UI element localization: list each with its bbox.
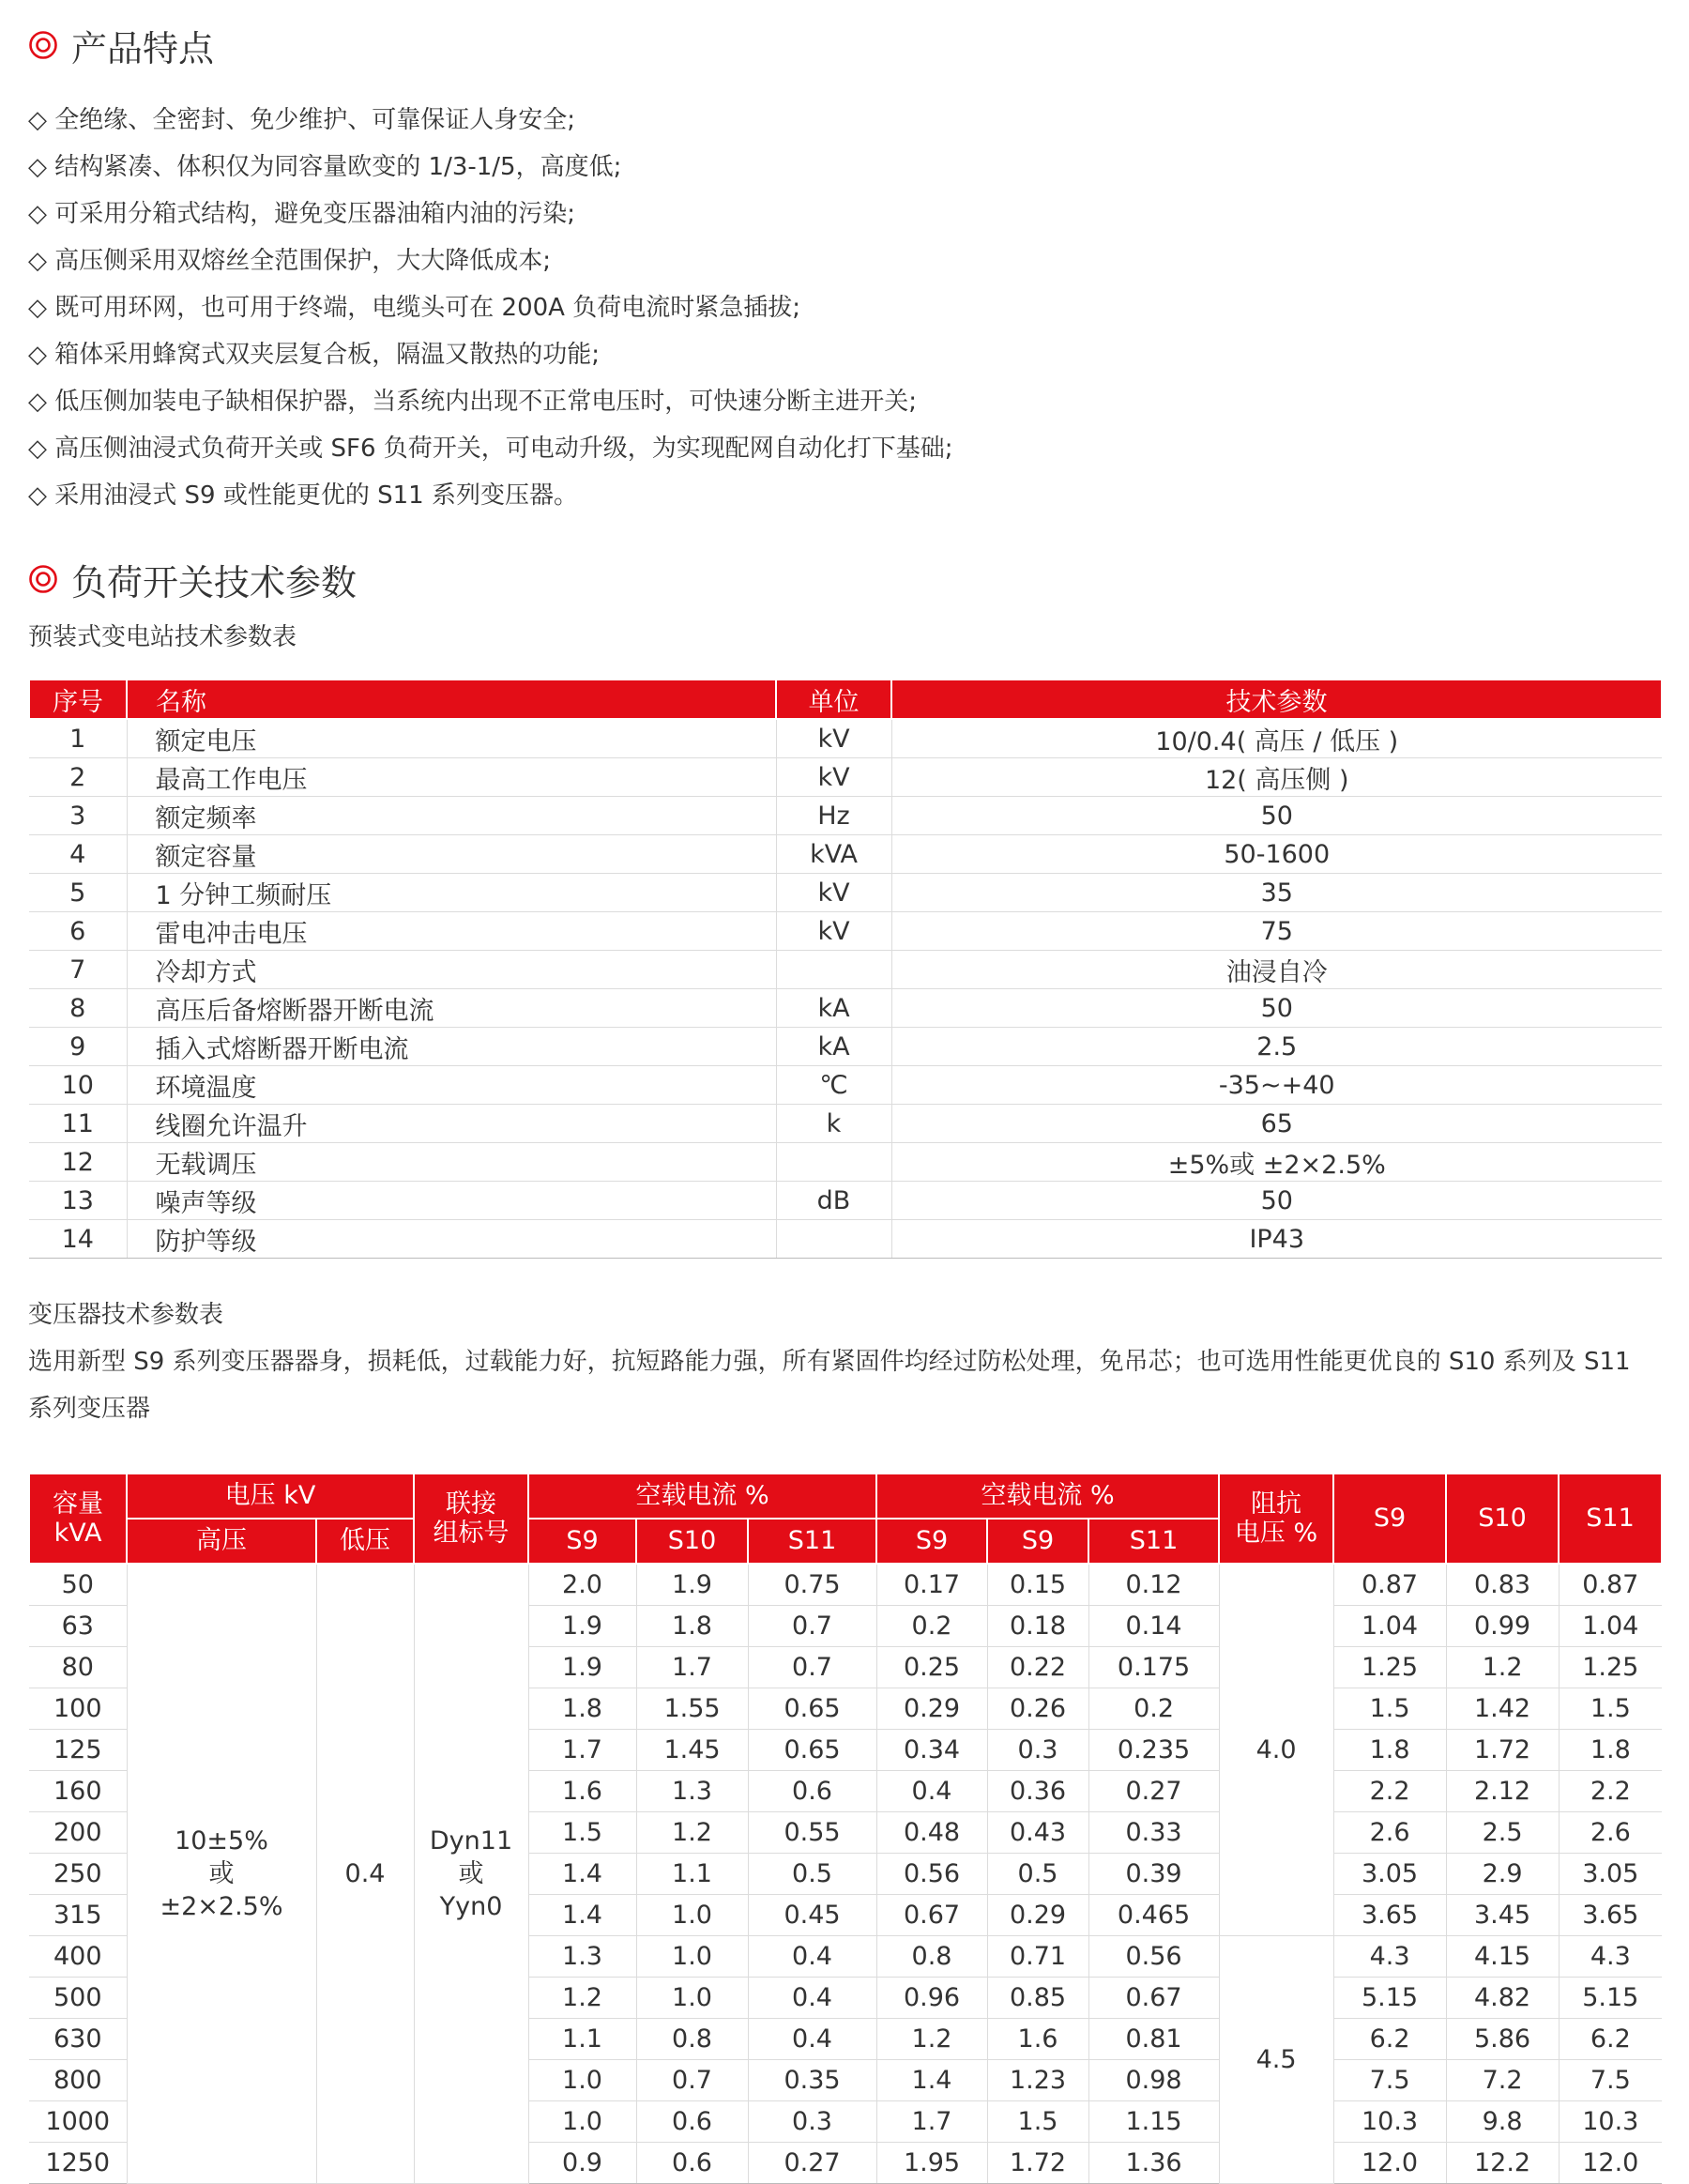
cell-index: 2 [29,758,127,797]
cell-capacity: 315 [29,1895,127,1936]
merged-cell-line: 0.4 [344,1858,386,1888]
table-row [29,951,1662,989]
cell-noload-s10: 1.3 [636,1771,748,1812]
header-line: 阻抗 [1251,1489,1302,1519]
cell-noload2-s9b: 0.15 [987,1564,1088,1606]
cell-name: 防护等级 [127,1220,776,1259]
params-table-body [29,719,1662,1259]
cell-s11: 2.6 [1559,1812,1662,1854]
cell-noload-s10: 0.7 [636,2060,748,2101]
column-header-s11: S11 [1559,1474,1662,1564]
cell-capacity: 200 [29,1812,127,1854]
cell-noload-s11: 0.45 [748,1895,876,1936]
cell-connection [414,1564,528,2184]
cell-noload2-s11: 0.14 [1088,1606,1219,1647]
cell-index: 6 [29,912,127,951]
transformer-section-title: 变压器技术参数表 [28,1301,224,1329]
cell-noload-s9: 2.0 [528,1564,636,1606]
feature-item: ◇ 可采用分箱式结构，避免变压器油箱内油的污染; [28,200,576,228]
cell-noload-s10: 1.7 [636,1647,748,1688]
cell-noload2-s11: 0.2 [1088,1688,1219,1730]
cell-noload-s10: 1.0 [636,1978,748,2019]
cell-value: 75 [891,912,1662,951]
cell-s11: 10.3 [1559,2101,1662,2143]
double-circle-icon [28,564,58,594]
cell-noload-s10: 1.8 [636,1606,748,1647]
cell-noload-s9: 1.0 [528,2101,636,2143]
column-header-s10: S10 [1446,1474,1559,1564]
column-header-capacity [29,1474,127,1564]
feature-item: ◇ 全绝缘、全密封、免少维护、可靠保证人身安全; [28,106,576,134]
cell-s11: 3.05 [1559,1854,1662,1895]
cell-noload-s9: 1.8 [528,1688,636,1730]
cell-capacity: 630 [29,2019,127,2060]
feature-item: ◇ 高压侧油浸式负荷开关或 SF6 负荷开关，可电动升级，为实现配网自动化打下基础; [28,435,953,463]
cell-impedance [1219,1564,1333,1936]
double-circle-icon [28,30,58,60]
table-header-row [29,680,1662,719]
section-title-features [28,22,214,69]
table-row [29,1182,1662,1220]
cell-s10: 5.86 [1446,2019,1559,2060]
merged-cell-line: 或 [458,1858,484,1888]
cell-noload2-s9b: 1.72 [987,2143,1088,2184]
cell-s9: 1.8 [1333,1730,1446,1771]
cell-capacity: 63 [29,1606,127,1647]
cell-noload2-s9: 1.7 [876,2101,987,2143]
cell-unit: kV [776,874,891,912]
column-header-s9: S9 [1333,1474,1446,1564]
cell-name: 无载调压 [127,1143,776,1182]
cell-unit: Hz [776,797,891,835]
table-row [29,874,1662,912]
cell-noload2-s11: 0.235 [1088,1730,1219,1771]
header-line: 电压 % [1234,1519,1318,1548]
cell-index: 1 [29,719,127,758]
cell-noload-s9: 1.3 [528,1936,636,1978]
column-header-low: 低压 [316,1519,414,1564]
feature-item: ◇ 高压侧采用双熔丝全范围保护，大大降低成本; [28,247,552,275]
column-header-name: 名称 [127,680,776,719]
cell-index: 14 [29,1220,127,1259]
cell-s10: 12.2 [1446,2143,1559,2184]
table-row [29,797,1662,835]
cell-noload2-s9: 1.4 [876,2060,987,2101]
cell-unit: kV [776,758,891,797]
cell-unit: kV [776,719,891,758]
cell-noload-s9: 0.9 [528,2143,636,2184]
table-row [29,1028,1662,1066]
cell-index: 10 [29,1066,127,1105]
column-header-voltage: 电压 kV [127,1474,414,1519]
cell-unit: kA [776,1028,891,1066]
cell-noload2-s9b: 0.71 [987,1936,1088,1978]
cell-noload2-s11: 0.67 [1088,1978,1219,2019]
params-table-caption: 预装式变电站技术参数表 [28,623,297,651]
cell-noload2-s9: 0.29 [876,1688,987,1730]
cell-noload-s10: 1.45 [636,1730,748,1771]
cell-s9: 3.05 [1333,1854,1446,1895]
cell-name: 环境温度 [127,1066,776,1105]
cell-value: 油浸自冷 [891,951,1662,989]
transformer-table [28,1473,1663,2184]
cell-s10: 0.83 [1446,1564,1559,1606]
cell-s9: 7.5 [1333,2060,1446,2101]
cell-s11: 12.0 [1559,2143,1662,2184]
cell-noload-s10: 1.0 [636,1936,748,1978]
cell-noload-s10: 1.2 [636,1812,748,1854]
cell-noload-s11: 0.3 [748,2101,876,2143]
table-row [29,1066,1662,1105]
cell-s9: 4.3 [1333,1936,1446,1978]
cell-noload2-s9b: 1.5 [987,2101,1088,2143]
cell-noload2-s11: 0.81 [1088,2019,1219,2060]
cell-s9: 1.5 [1333,1688,1446,1730]
cell-value: 50 [891,989,1662,1028]
cell-capacity: 250 [29,1854,127,1895]
feature-list [28,97,953,519]
cell-noload2-s9b: 0.26 [987,1688,1088,1730]
cell-s11: 5.15 [1559,1978,1662,2019]
cell-noload-s11: 0.5 [748,1854,876,1895]
merged-cell-line: 或 [208,1858,235,1888]
feature-item: ◇ 采用油浸式 S9 或性能更优的 S11 系列变压器。 [28,481,578,510]
cell-noload-s9: 1.9 [528,1606,636,1647]
cell-s10: 1.2 [1446,1647,1559,1688]
cell-noload-s11: 0.55 [748,1812,876,1854]
merged-cell-line: 4.0 [1255,1734,1297,1764]
cell-noload2-s9: 0.17 [876,1564,987,1606]
cell-unit: kV [776,912,891,951]
cell-noload2-s9: 0.8 [876,1936,987,1978]
params-table [28,679,1663,1259]
cell-noload-s9: 1.4 [528,1895,636,1936]
cell-index: 9 [29,1028,127,1066]
cell-s10: 4.82 [1446,1978,1559,2019]
cell-s11: 1.5 [1559,1688,1662,1730]
cell-s11: 1.8 [1559,1730,1662,1771]
section-title-params [28,556,357,603]
cell-noload2-s11: 0.12 [1088,1564,1219,1606]
section-title-text: 产品特点 [71,27,215,69]
cell-noload-s11: 0.4 [748,2019,876,2060]
cell-noload-s11: 0.65 [748,1688,876,1730]
table-row [29,1220,1662,1259]
merged-cell-line: 4.5 [1255,2044,1297,2074]
cell-capacity: 400 [29,1936,127,1978]
cell-value: 50 [891,1182,1662,1220]
header-line: kVA [53,1519,102,1548]
cell-noload-s9: 1.0 [528,2060,636,2101]
cell-s11: 2.2 [1559,1771,1662,1812]
cell-name: 1 分钟工频耐压 [127,874,776,912]
cell-index: 7 [29,951,127,989]
header-line: 组标号 [433,1519,510,1548]
column-header-noload-current-a: 空载电流 % [528,1474,876,1519]
cell-capacity: 80 [29,1647,127,1688]
cell-noload-s10: 1.9 [636,1564,748,1606]
cell-s9: 1.25 [1333,1647,1446,1688]
cell-s9: 2.6 [1333,1812,1446,1854]
cell-noload2-s9: 1.95 [876,2143,987,2184]
cell-s10: 2.5 [1446,1812,1559,1854]
cell-unit: ℃ [776,1066,891,1105]
cell-unit: kVA [776,835,891,874]
cell-noload-s10: 0.8 [636,2019,748,2060]
cell-noload-s10: 1.55 [636,1688,748,1730]
cell-s9: 0.87 [1333,1564,1446,1606]
cell-noload2-s9b: 1.6 [987,2019,1088,2060]
cell-value: 50 [891,797,1662,835]
cell-noload2-s9: 0.2 [876,1606,987,1647]
cell-name: 雷电冲击电压 [127,912,776,951]
cell-value: 10/0.4( 高压 / 低压 ) [891,719,1662,758]
table-row [29,1564,1662,1606]
cell-noload-s9: 1.5 [528,1812,636,1854]
cell-noload2-s9b: 0.43 [987,1812,1088,1854]
cell-noload2-s9: 0.34 [876,1730,987,1771]
cell-capacity: 800 [29,2060,127,2101]
cell-capacity: 50 [29,1564,127,1606]
cell-index: 12 [29,1143,127,1182]
column-header-connection [414,1474,528,1564]
header-line: 联接 [446,1489,497,1519]
cell-s10: 1.72 [1446,1730,1559,1771]
cell-name: 线圈允许温升 [127,1105,776,1143]
cell-noload2-s9b: 0.85 [987,1978,1088,2019]
cell-noload2-s11: 0.56 [1088,1936,1219,1978]
transformer-description: 选用新型 S9 系列变压器器身，损耗低，过载能力好，抗短路能力强，所有紧固件均经过防松处理，免吊芯；也可选用性能更优良的 S10 系列及 S11 系列变压器 [28,1348,1631,1423]
cell-capacity: 500 [29,1978,127,2019]
cell-value: 2.5 [891,1028,1662,1066]
cell-noload-s9: 1.9 [528,1647,636,1688]
cell-noload2-s9b: 1.23 [987,2060,1088,2101]
cell-s11: 0.87 [1559,1564,1662,1606]
cell-noload2-s11: 1.15 [1088,2101,1219,2143]
feature-item: ◇ 既可用环网，也可用于终端，电缆头可在 200A 负荷电流时紧急插拔; [28,294,800,322]
section-title-text: 负荷开关技术参数 [71,561,358,603]
cell-noload-s10: 0.6 [636,2143,748,2184]
cell-s10: 4.15 [1446,1936,1559,1978]
cell-name: 插入式熔断器开断电流 [127,1028,776,1066]
cell-noload2-s9: 0.67 [876,1895,987,1936]
cell-capacity: 100 [29,1688,127,1730]
cell-noload2-s11: 1.36 [1088,2143,1219,2184]
cell-noload2-s11: 0.27 [1088,1771,1219,1812]
feature-item: ◇ 低压侧加装电子缺相保护器，当系统内出现不正常电压时，可快速分断主进开关; [28,388,918,416]
cell-value: -35~+40 [891,1066,1662,1105]
column-header-noload-current-b: 空载电流 % [876,1474,1219,1519]
cell-noload-s10: 1.1 [636,1854,748,1895]
merged-cell-line: ±2×2.5% [160,1892,283,1922]
cell-noload2-s9: 0.48 [876,1812,987,1854]
cell-s9: 6.2 [1333,2019,1446,2060]
cell-capacity: 1250 [29,2143,127,2184]
cell-s11: 7.5 [1559,2060,1662,2101]
cell-value: ±5%或 ±2×2.5% [891,1143,1662,1182]
cell-unit: k [776,1105,891,1143]
cell-s10: 2.9 [1446,1854,1559,1895]
column-header-high: 高压 [127,1519,316,1564]
cell-s10: 7.2 [1446,2060,1559,2101]
cell-noload2-s11: 0.465 [1088,1895,1219,1936]
column-header-value: 技术参数 [891,680,1662,719]
cell-noload-s11: 0.35 [748,2060,876,2101]
cell-name: 冷却方式 [127,951,776,989]
cell-noload-s11: 0.7 [748,1647,876,1688]
cell-value: 65 [891,1105,1662,1143]
cell-noload-s9: 1.4 [528,1854,636,1895]
table-row [29,835,1662,874]
cell-name: 额定频率 [127,797,776,835]
cell-noload-s11: 0.75 [748,1564,876,1606]
cell-noload-s11: 0.4 [748,1936,876,1978]
cell-unit [776,1143,891,1182]
cell-name: 额定电压 [127,719,776,758]
cell-index: 8 [29,989,127,1028]
cell-s9: 12.0 [1333,2143,1446,2184]
cell-s11: 6.2 [1559,2019,1662,2060]
cell-value: 35 [891,874,1662,912]
table-header-row [29,1474,1662,1519]
column-header-s9: S9 [987,1519,1088,1564]
cell-name: 噪声等级 [127,1182,776,1220]
cell-capacity: 125 [29,1730,127,1771]
cell-capacity: 1000 [29,2101,127,2143]
cell-index: 4 [29,835,127,874]
cell-noload-s9: 1.6 [528,1771,636,1812]
cell-noload2-s9: 1.2 [876,2019,987,2060]
cell-noload2-s9: 0.4 [876,1771,987,1812]
cell-s10: 0.99 [1446,1606,1559,1647]
cell-s9: 1.04 [1333,1606,1446,1647]
cell-value: 12( 高压侧 ) [891,758,1662,797]
cell-noload-s10: 1.0 [636,1895,748,1936]
cell-s11: 1.25 [1559,1647,1662,1688]
feature-item: ◇ 结构紧凑、体积仅为同容量欧变的 1/3-1/5，高度低; [28,153,622,181]
cell-s9: 5.15 [1333,1978,1446,2019]
cell-noload2-s9b: 0.5 [987,1854,1088,1895]
column-header-impedance [1219,1474,1333,1564]
cell-index: 13 [29,1182,127,1220]
table-row [29,989,1662,1028]
cell-name: 高压后备熔断器开断电流 [127,989,776,1028]
cell-index: 5 [29,874,127,912]
cell-noload2-s9: 0.25 [876,1647,987,1688]
cell-noload-s10: 0.6 [636,2101,748,2143]
cell-noload2-s9b: 0.29 [987,1895,1088,1936]
transformer-table-body [29,1564,1662,2184]
cell-name: 最高工作电压 [127,758,776,797]
cell-unit: dB [776,1182,891,1220]
column-header-s11: S11 [748,1519,876,1564]
cell-s10: 9.8 [1446,2101,1559,2143]
column-header-s9: S9 [528,1519,636,1564]
feature-item: ◇ 箱体采用蜂窝式双夹层复合板，隔温又散热的功能; [28,341,601,369]
cell-noload2-s9: 0.56 [876,1854,987,1895]
cell-noload-s11: 0.27 [748,2143,876,2184]
cell-s10: 1.42 [1446,1688,1559,1730]
column-header-unit: 单位 [776,680,891,719]
cell-s11: 4.3 [1559,1936,1662,1978]
cell-s9: 10.3 [1333,2101,1446,2143]
cell-unit: kA [776,989,891,1028]
cell-noload-s11: 0.4 [748,1978,876,2019]
cell-noload2-s11: 0.39 [1088,1854,1219,1895]
merged-cell-line: 10±5% [175,1825,268,1856]
cell-noload-s11: 0.6 [748,1771,876,1812]
table-row [29,1143,1662,1182]
cell-noload2-s9b: 0.18 [987,1606,1088,1647]
cell-noload2-s9b: 0.22 [987,1647,1088,1688]
cell-noload-s9: 1.7 [528,1730,636,1771]
table-row [29,758,1662,797]
cell-s11: 1.04 [1559,1606,1662,1647]
cell-value: 50-1600 [891,835,1662,874]
cell-noload-s9: 1.1 [528,2019,636,2060]
cell-name: 额定容量 [127,835,776,874]
cell-noload2-s11: 0.175 [1088,1647,1219,1688]
cell-unit [776,951,891,989]
cell-impedance [1219,1936,1333,2184]
cell-capacity: 160 [29,1771,127,1812]
cell-noload-s11: 0.7 [748,1606,876,1647]
cell-noload2-s9: 0.96 [876,1978,987,2019]
table-row [29,719,1662,758]
column-header-s11: S11 [1088,1519,1219,1564]
cell-high-voltage [127,1564,316,2184]
cell-noload-s9: 1.2 [528,1978,636,2019]
cell-value: IP43 [891,1220,1662,1259]
cell-noload-s11: 0.65 [748,1730,876,1771]
cell-noload2-s9b: 0.36 [987,1771,1088,1812]
table-row [29,1105,1662,1143]
cell-s9: 3.65 [1333,1895,1446,1936]
cell-index: 11 [29,1105,127,1143]
cell-low-voltage [316,1564,414,2184]
merged-cell-line: Dyn11 [429,1825,513,1856]
cell-s10: 3.45 [1446,1895,1559,1936]
column-header-s9: S9 [876,1519,987,1564]
table-row [29,912,1662,951]
cell-s10: 2.12 [1446,1771,1559,1812]
cell-noload2-s11: 0.98 [1088,2060,1219,2101]
cell-s11: 3.65 [1559,1895,1662,1936]
cell-unit [776,1220,891,1259]
merged-cell-line: Yyn0 [439,1892,503,1922]
column-header-index: 序号 [29,680,127,719]
header-line: 容量 [53,1489,103,1519]
cell-index: 3 [29,797,127,835]
cell-noload2-s9b: 0.3 [987,1730,1088,1771]
column-header-s10: S10 [636,1519,748,1564]
cell-s9: 2.2 [1333,1771,1446,1812]
cell-noload2-s11: 0.33 [1088,1812,1219,1854]
